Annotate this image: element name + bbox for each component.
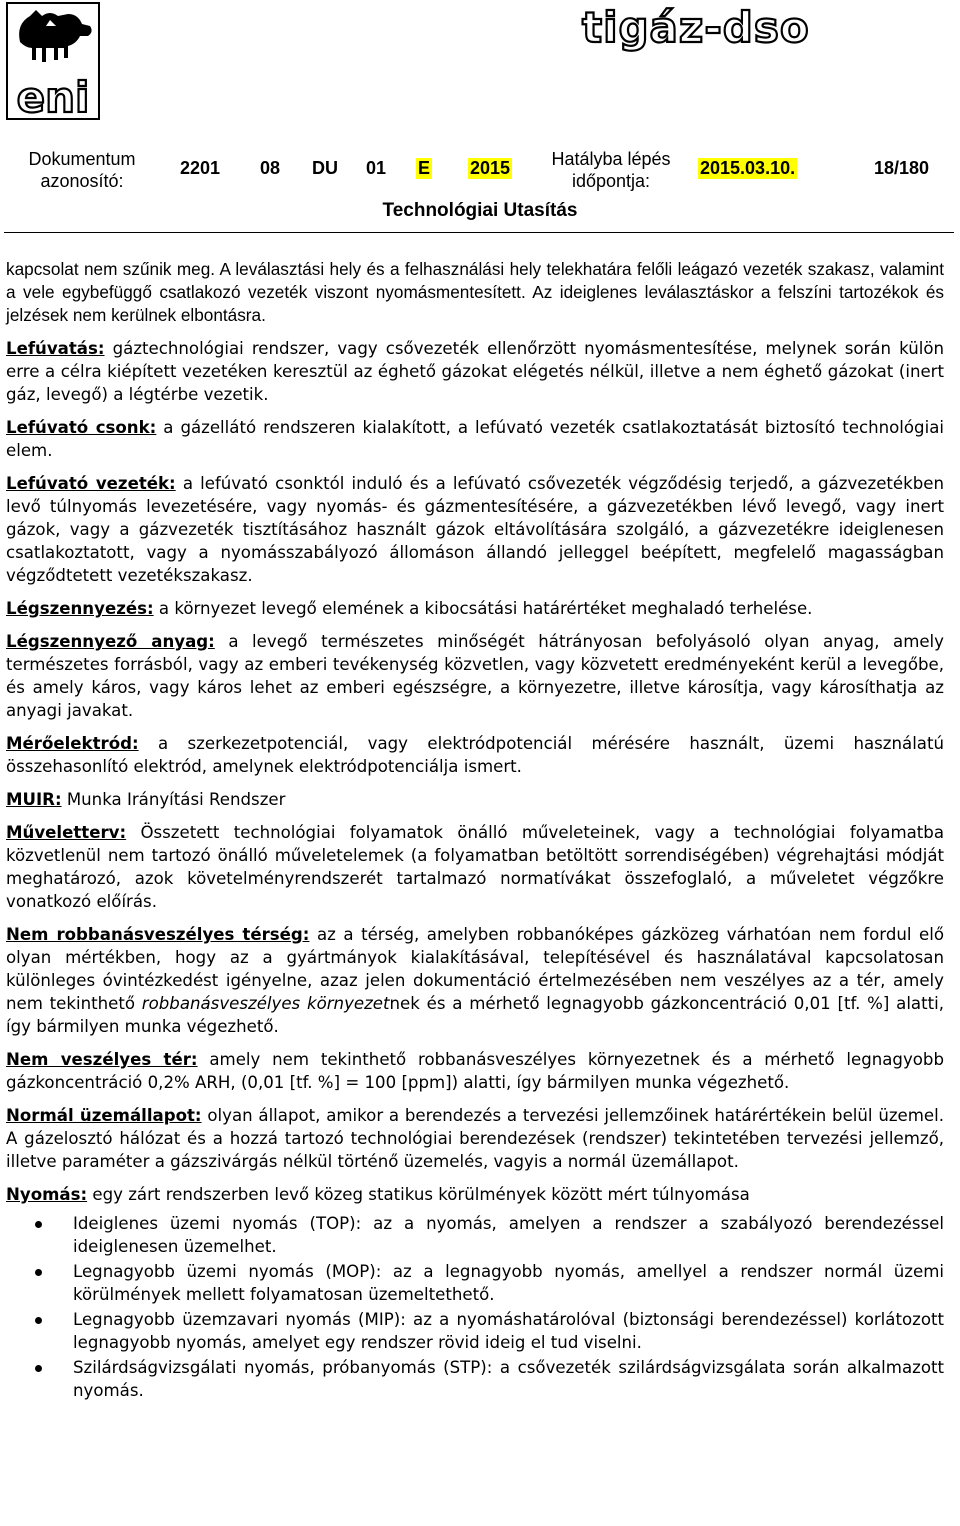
eni-logo (6, 2, 100, 120)
list-item: Legnagyobb üzemi nyomás (MOP): az a legnagyobb nyomás, amellyel a rendszer normál üzemi körülmények mellett folyamatosan üzemeltethető. (73, 1260, 944, 1306)
definition-lefuvatas: Lefúvatás: gáztechnológiai rendszer, vagy csővezeték ellenőrzött nyomásmentesítése, melynek során külön erre a célra kiépített vezetéken keresztül az éghető gázokat elégetés nélkül, illetve a nem éghető gázokat (inert gáz, levegő) a légtérbe vezetik. (6, 339, 944, 404)
tigaz-dso-logo (580, 3, 810, 52)
bullet-icon (35, 1317, 42, 1324)
definition-legszennyezes: Légszennyezés: a környezet levegő elemének a kibocsátási határértéket meghaladó terhelése. (6, 599, 813, 618)
definition-lefuvato-csonk: Lefúvató csonk: a gázellátó rendszeren kialakított, a lefúvató vezeték csatlakoztatását biztosító technológiai elem. (6, 418, 944, 460)
document-type-title: Technológiai Utasítás (382, 200, 578, 221)
bullet-icon (35, 1269, 42, 1276)
definition-legszennyezo-anyag: Légszennyező anyag: a levegő természetes minőségét hátrányosan befolyásoló olyan anyag, amely természetes forrásból, vagy az emberi tevékenység közvetlen, vagy közvetett eredményeként kerül a levegőbe, és amely káros, vagy káros lehet az emberi egészségre, a környezetre, illetve károsítja, vagy károsíthatja az anyagi javakat. (6, 632, 944, 720)
doc-id-part: 01 (366, 158, 387, 178)
definition-normal-uzemallapot: Normál üzemállapot: olyan állapot, amikor a berendezés a tervezési jellemzőinek határértékein belül üzemel. A gázelosztó hálózat és a hozzá tartozó technológiai berendezések (rendszer) tekintetében tervezési jellemző, illetve paraméter a gázszivárgás nélkül történő üzemelés, vagyis a normál üzemállapot. (6, 1106, 945, 1171)
list-item: Ideiglenes üzemi nyomás (TOP): az a nyomás, amelyen a rendszer a szabályozó berendezéssel ideiglenesen üzemelhet. (73, 1212, 944, 1258)
document-meta-row (0, 148, 960, 193)
doc-id-part: 2201 (180, 158, 221, 178)
definition-muir: MUIR: Munka Irányítási Rendszer (6, 790, 286, 809)
definition-nem-veszelyes-ter: Nem veszélyes tér: amely nem tekinthető robbanásveszélyes környezetnek és a mérhető legnagyobb gázkoncentráció 0,2% ARH, (0,01 [tf. %] = 100 [ppm]) alatti, így bármilyen munka végezhető. (6, 1050, 944, 1092)
doc-id-part: 08 (260, 158, 281, 178)
effective-date: 2015.03.10. (700, 158, 796, 178)
header-divider (4, 232, 954, 233)
definition-lefuvato-vezetek: Lefúvató vezeték: a lefúvató csonktól induló és a lefúvató csővezeték végződésig terjedő, a gázvezetékben levő túlnyomás levezetésére, vagy nyomás- és gázmentesítésére, a gázvezetékben lévő levegő, vagy inert gázok, vagy a gázvezeték tisztításához használt gázok eltávolítására szolgáló, a gázvezetékre ideiglenesen csatlakoztatott, vagy a nyomásszabályozó állomáson állandó jelleggel beépített, megfelelő magasságban végződtetett vezetékszakasz. (6, 474, 944, 585)
eni-wordmark: eni (16, 73, 90, 122)
doc-id-part-highlighted: E (418, 158, 431, 178)
paragraph: kapcsolat nem szűnik meg. A leválasztási hely és a felhasználási hely telekhatára felőli leágazó vezeték szakasz, valamint a vele egybefüggő csatlakozó vezeték viszont nyomásmentesített. Az ideiglenes leválasztáskor a felszíni tartozékok és jelzések nem kerülnek elbontásra. (6, 259, 944, 325)
document-body (6, 258, 944, 1404)
pressure-types-list (6, 1212, 944, 1402)
effective-date-label: Hatályba lépés időpontja: (551, 149, 671, 191)
tigaz-wordmark: tigáz-dso (582, 3, 810, 52)
definition-nyomas: Nyomás: egy zárt rendszerben levő közeg statikus körülmények között mért túlnyomása (6, 1185, 750, 1204)
definition-muveletterv: Műveletterv: Összetett technológiai folyamatok önálló műveleteinek, vagy a technológiai folyamatba közvetlenül nem tartozó önálló műveletelemek (a folyamatban betöltött sorrendiségében) végrehajtási módját meghatározó, azok követelményrendszerét tartalmazó normatívákat összefoglaló, a műveletet végzőkre vonatkozó előírás. (6, 823, 944, 911)
bullet-icon (35, 1365, 42, 1372)
doc-id-label: Dokumentum azonosító: (28, 149, 136, 191)
list-item: Szilárdságvizsgálati nyomás, próbanyomás (STP): a csővezeték szilárdságvizsgálata során alkalmazott nyomás. (73, 1356, 944, 1402)
definition-meroelektrod: Mérőelektród: a szerkezetpotenciál, vagy elektródpotenciál mérésére használt, üzemi használatú összehasonlító elektród, amelynek elektródpotenciálja ismert. (6, 734, 944, 776)
list-item: Legnagyobb üzemzavari nyomás (MIP): az a nyomáshatárolóval (biztonsági berendezéssel) korlátozott legnagyobb nyomás, amelyet egy rendszer rövid ideig el tud viselni. (73, 1308, 944, 1354)
bullet-icon (35, 1221, 42, 1228)
doc-id-part: DU (312, 158, 338, 178)
definition-nem-robbanasveszelyes-terseg: Nem robbanásveszélyes térség: az a térség, amelyben robbanóképes gázközeg várhatóan nem fordul elő olyan mértékben, hogy az a gyártmányok kialakításával, telepítésével és használatával kapcsolatosan különleges óvintézkedést igényelne, azaz jelen dokumentáció értelmezésében nem veszélyes az a tér, amely nem tekinthető robbanásveszélyes környezetnek és a mérhető legnagyobb gázkoncentráció 0,01 [tf. %] alatti, így bármilyen munka végezhető. (6, 925, 944, 1036)
doc-id-year-highlighted: 2015 (470, 158, 511, 178)
page-number: 18/180 (874, 158, 930, 178)
